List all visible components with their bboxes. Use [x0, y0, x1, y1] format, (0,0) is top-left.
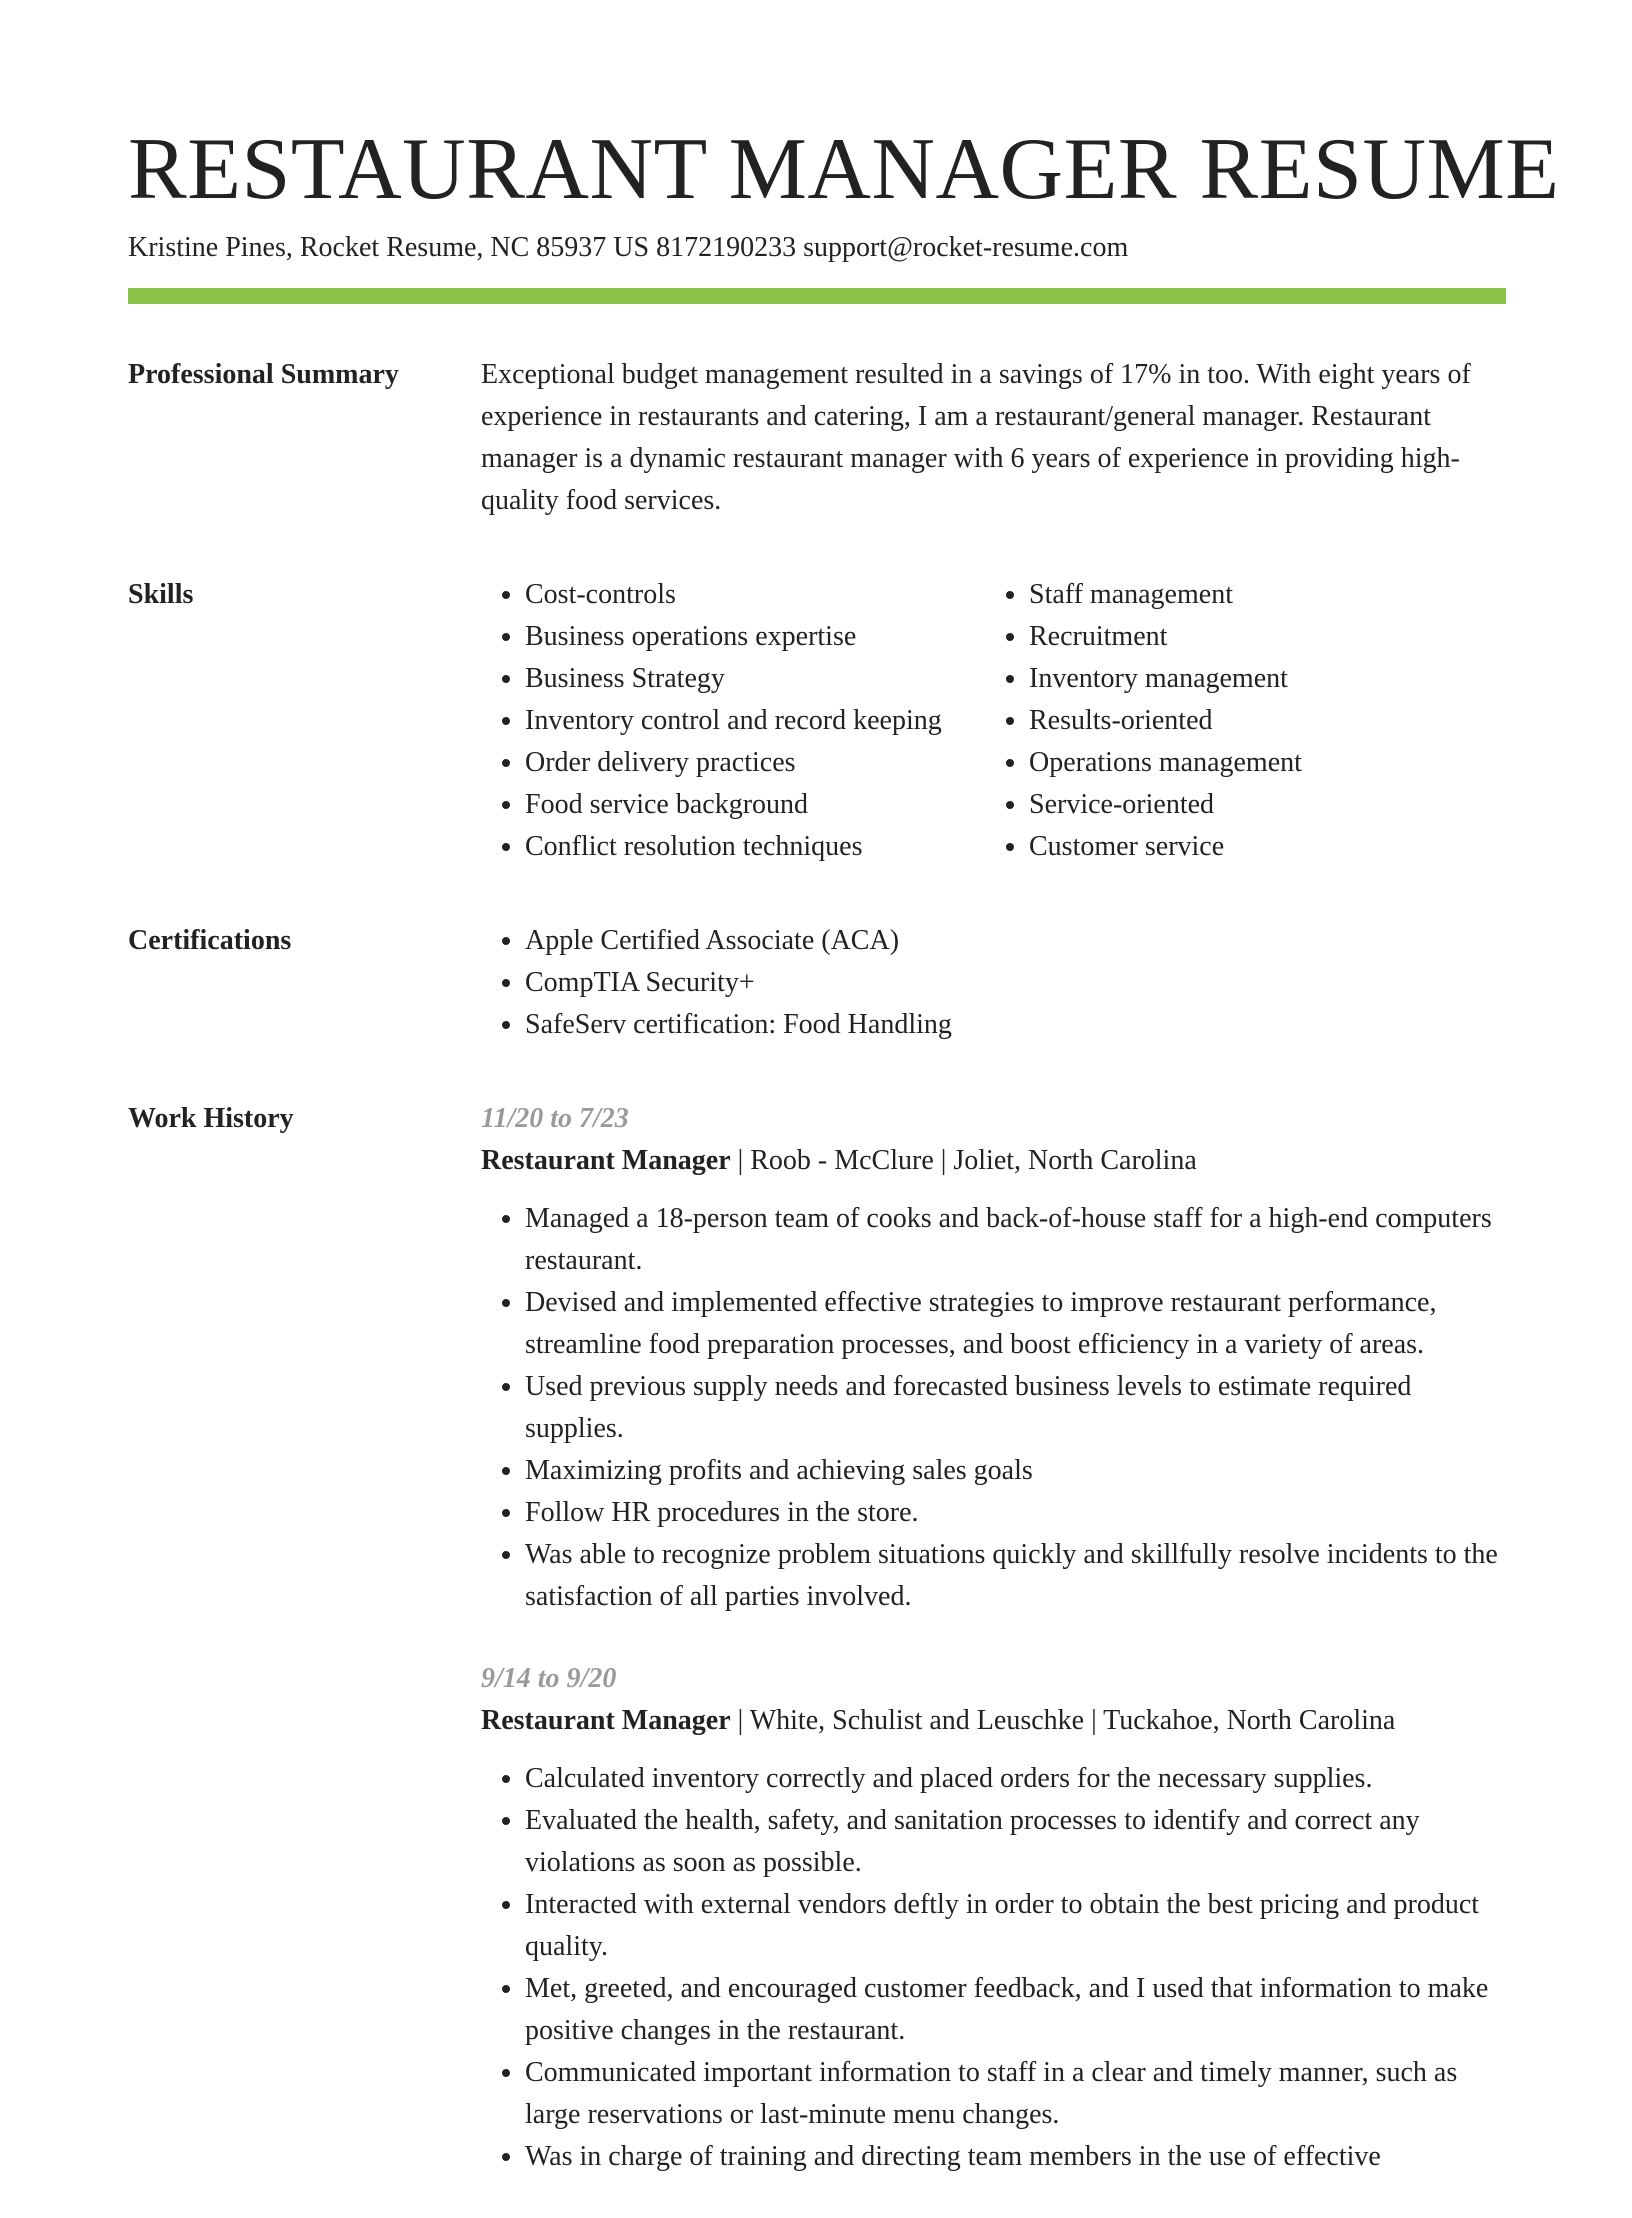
job-bullet: • Maximizing profits and achieving sales goals — [525, 1450, 1506, 1492]
job-bullet: • Was able to recognize problem situations quickly and skillfully resolve incidents to the satisfaction of all parties involved. — [525, 1534, 1506, 1618]
job-dates: 9/14 to 9/20 — [481, 1663, 617, 1694]
skill-item: • Recruitment — [1029, 616, 1506, 658]
job-role: Restaurant Manager — [481, 1705, 731, 1736]
skill-item: • Inventory control and record keeping — [525, 700, 985, 742]
skill-item: • Staff management — [1029, 574, 1506, 616]
skill-item: • Inventory management — [1029, 658, 1506, 700]
job-bullet: • Managed a 18-person team of cooks and back-of-house staff for a high-end computers restaurant. — [525, 1198, 1506, 1282]
skill-item: • Conflict resolution techniques — [525, 826, 985, 868]
section-label-certifications: Certifications — [128, 925, 292, 956]
certification-item: • SafeServ certification: Food Handling — [525, 1004, 1506, 1046]
certifications-section — [128, 920, 1506, 1046]
certifications-list — [481, 920, 1506, 1046]
job-bullet: • Calculated inventory correctly and placed orders for the necessary supplies. — [525, 1758, 1506, 1800]
job-bullet: • Interacted with external vendors deftly in order to obtain the best pricing and product quality. — [525, 1884, 1506, 1968]
skill-item: • Customer service — [1029, 826, 1506, 868]
skill-item: • Service-oriented — [1029, 784, 1506, 826]
skill-item: • Business operations expertise — [525, 616, 985, 658]
job-bullet: • Evaluated the health, safety, and sanitation processes to identify and correct any violations as soon as possible. — [525, 1800, 1506, 1884]
work-history-section — [128, 1098, 1506, 2218]
job-bullet: • Was in charge of training and directing team members in the use of effective — [525, 2136, 1506, 2178]
resume-title: RESTAURANT MANAGER RESUME — [128, 121, 1560, 218]
job-bullet: • Met, greeted, and encouraged customer feedback, and I used that information to make positive changes in the restaurant. — [525, 1968, 1506, 2052]
skills-list-right — [985, 574, 1506, 868]
skill-item: • Food service background — [525, 784, 985, 826]
skill-item: • Operations management — [1029, 742, 1506, 784]
skill-item: • Cost-controls — [525, 574, 985, 616]
section-label-summary: Professional Summary — [128, 359, 399, 390]
job-bullet: • Communicated important information to staff in a clear and timely manner, such as large reservations or last-minute menu changes. — [525, 2052, 1506, 2136]
skill-item: • Business Strategy — [525, 658, 985, 700]
job-employer-location: | White, Schulist and Leuschke | Tuckahoe, North Carolina — [730, 1705, 1396, 1736]
summary-text: Exceptional budget management resulted in a savings of 17% in too. With eight years of experience in restaurants and catering, I am a restaurant/general manager. Restaurant manager is a dynamic restaurant manager with 6 years of experience in providing high-quality food services. — [481, 359, 1471, 516]
certification-item: • CompTIA Security+ — [525, 962, 1506, 1004]
job-bullets — [481, 1198, 1506, 1618]
accent-divider — [128, 288, 1506, 304]
summary-section — [128, 354, 1506, 522]
job-employer-location: | Roob - McClure | Joliet, North Carolina — [730, 1145, 1197, 1176]
job-entry — [481, 1658, 1506, 2178]
job-bullets — [481, 1758, 1506, 2178]
section-label-skills: Skills — [128, 579, 194, 610]
skills-section — [128, 574, 1506, 868]
skill-item: • Order delivery practices — [525, 742, 985, 784]
job-bullet: • Devised and implemented effective strategies to improve restaurant performance, streamline food preparation processes, and boost efficiency in a variety of areas. — [525, 1282, 1506, 1366]
certification-item: • Apple Certified Associate (ACA) — [525, 920, 1506, 962]
job-bullet: • Used previous supply needs and forecasted business levels to estimate required supplies. — [525, 1366, 1506, 1450]
job-bullet: • Follow HR procedures in the store. — [525, 1492, 1506, 1534]
resume-page — [128, 121, 1560, 2218]
job-dates: 11/20 to 7/23 — [481, 1103, 629, 1134]
job-entry — [481, 1098, 1506, 1618]
contact-info: Kristine Pines, Rocket Resume, NC 85937 US 8172190233 support@rocket-resume.com — [128, 232, 1129, 263]
skills-list-left — [481, 574, 985, 868]
job-title-line — [481, 1700, 1506, 1742]
job-title-line — [481, 1140, 1506, 1182]
job-role: Restaurant Manager — [481, 1145, 731, 1176]
section-label-work-history: Work History — [128, 1103, 294, 1134]
skill-item: • Results-oriented — [1029, 700, 1506, 742]
